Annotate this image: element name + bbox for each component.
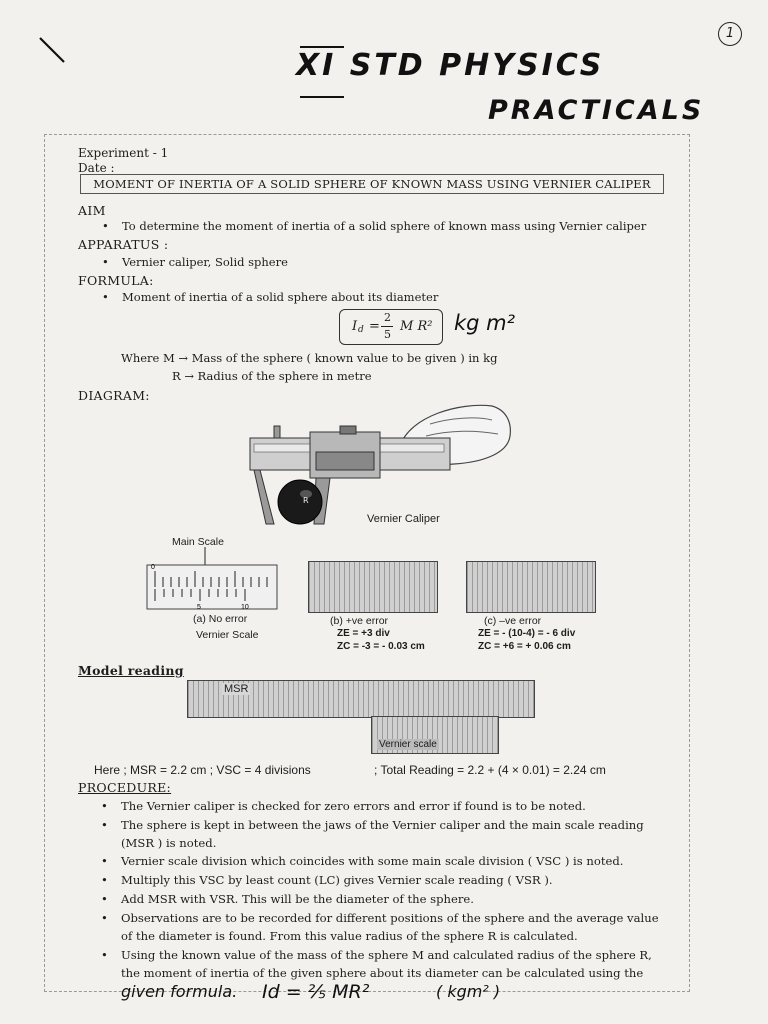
procedure-item-cont: the moment of inertia of the given sphere about its diameter can be calculated using the	[121, 966, 644, 980]
main-scale-label: Main Scale	[172, 536, 224, 548]
title-underline	[300, 96, 344, 98]
apparatus-heading: APPARATUS :	[78, 237, 169, 252]
date-label: Date :	[78, 161, 115, 175]
vernier-scale-label: Vernier Scale	[196, 629, 259, 641]
panel-c-zc: ZC = +6 = + 0.06 cm	[478, 641, 571, 652]
model-reading-heading: Model reading	[78, 663, 184, 678]
fraction-bar	[381, 326, 393, 327]
handwritten-formula: Id = ⅖ MR²	[262, 981, 370, 1003]
aim-heading: AIM	[78, 203, 106, 218]
procedure-item-cont: of the diameter is found. From this value radius of the sphere R is calculated.	[121, 929, 578, 943]
panel-b-zc: ZC = -3 = - 0.03 cm	[337, 641, 425, 652]
panel-a-caption: (a) No error	[193, 613, 248, 625]
formula-rhs: M R²	[400, 319, 433, 334]
formula-unit-handwritten: kg m²	[454, 311, 516, 335]
formula-heading: FORMULA:	[78, 273, 154, 288]
panel-a-five: 5	[197, 604, 201, 611]
procedure-item: • Multiply this VSC by least count (LC) gives Vernier scale reading ( VSR ).	[121, 873, 553, 887]
experiment-number: Experiment - 1	[78, 146, 169, 160]
panel-b-ze: ZE = +3 div	[337, 628, 390, 639]
panel-b-caption: (b) +ve error	[330, 615, 389, 627]
model-reading-total: ; Total Reading = 2.2 + (4 × 0.01) = 2.24 cm	[374, 763, 606, 777]
caliper-label: Vernier Caliper	[367, 513, 440, 525]
formula-box: I d = 2 5 M R²	[339, 309, 443, 345]
formula-text: • Moment of inertia of a solid sphere about its diameter	[122, 290, 438, 304]
procedure-item: • The sphere is kept in between the jaws of the Vernier caliper and the main scale reading	[121, 818, 644, 832]
vernier-scale-tag: Vernier scale	[379, 739, 437, 750]
panel-c-caption: (c) –ve error	[484, 615, 542, 627]
formula-denominator: 5	[384, 328, 391, 341]
aim-text: • To determine the moment of inertia of a solid sphere of known mass using Vernier caliper	[122, 219, 646, 233]
handwritten-title-line2: PRACTICALS	[488, 95, 705, 126]
procedure-heading: PROCEDURE:	[78, 780, 172, 795]
pen-stroke-mark	[38, 36, 68, 66]
panel-a-ten: 10	[241, 604, 249, 611]
vernier-caliper-illustration	[240, 396, 520, 530]
procedure-item: • Using the known value of the mass of the sphere M and calculated radius of the sphere R,	[121, 948, 652, 962]
msr-label: MSR	[224, 683, 249, 695]
svg-text:R: R	[303, 496, 309, 505]
formula-lhs: I	[352, 319, 358, 334]
procedure-item: • The Vernier caliper is checked for zero errors and error if found is to be noted.	[121, 799, 586, 813]
apparatus-text: • Vernier caliper, Solid sphere	[122, 255, 288, 269]
panel-c-ze: ZE = - (10-4) = - 6 div	[478, 628, 576, 639]
panel-c-scale	[466, 561, 596, 613]
formula-lhs-subscript: d	[358, 325, 364, 335]
where-line2: R → Radius of the sphere in metre	[172, 369, 372, 383]
formula-numerator: 2	[384, 311, 391, 324]
procedure-item: • Observations are to be recorded for different positions of the sphere and the average value	[121, 911, 659, 925]
panel-a-zero: 0	[151, 564, 155, 571]
panel-b-scale	[308, 561, 438, 613]
procedure-item: • Add MSR with VSR. This will be the diameter of the sphere.	[121, 892, 474, 906]
handwritten-unit: ( kgm² )	[436, 982, 501, 1001]
model-reading-here: Here ; MSR = 2.2 cm ; VSC = 4 divisions	[94, 763, 311, 777]
procedure-item: • Vernier scale division which coincides with some main scale division ( VSC ) is noted.	[121, 854, 623, 868]
page-number: 1	[718, 22, 742, 46]
panel-a-no-error-scale	[145, 547, 279, 613]
where-line1: Where M → Mass of the sphere ( known value to be given ) in kg	[121, 351, 498, 365]
diagram-heading: DIAGRAM:	[78, 388, 150, 403]
handwritten-title-line1: XI STD PHYSICS	[296, 48, 605, 83]
experiment-title: MOMENT OF INERTIA OF A SOLID SPHERE OF KNOWN MASS USING VERNIER CALIPER	[80, 174, 664, 194]
procedure-item-cont: (MSR ) is noted.	[121, 836, 217, 850]
handwritten-given-formula: given formula.	[121, 982, 238, 1001]
